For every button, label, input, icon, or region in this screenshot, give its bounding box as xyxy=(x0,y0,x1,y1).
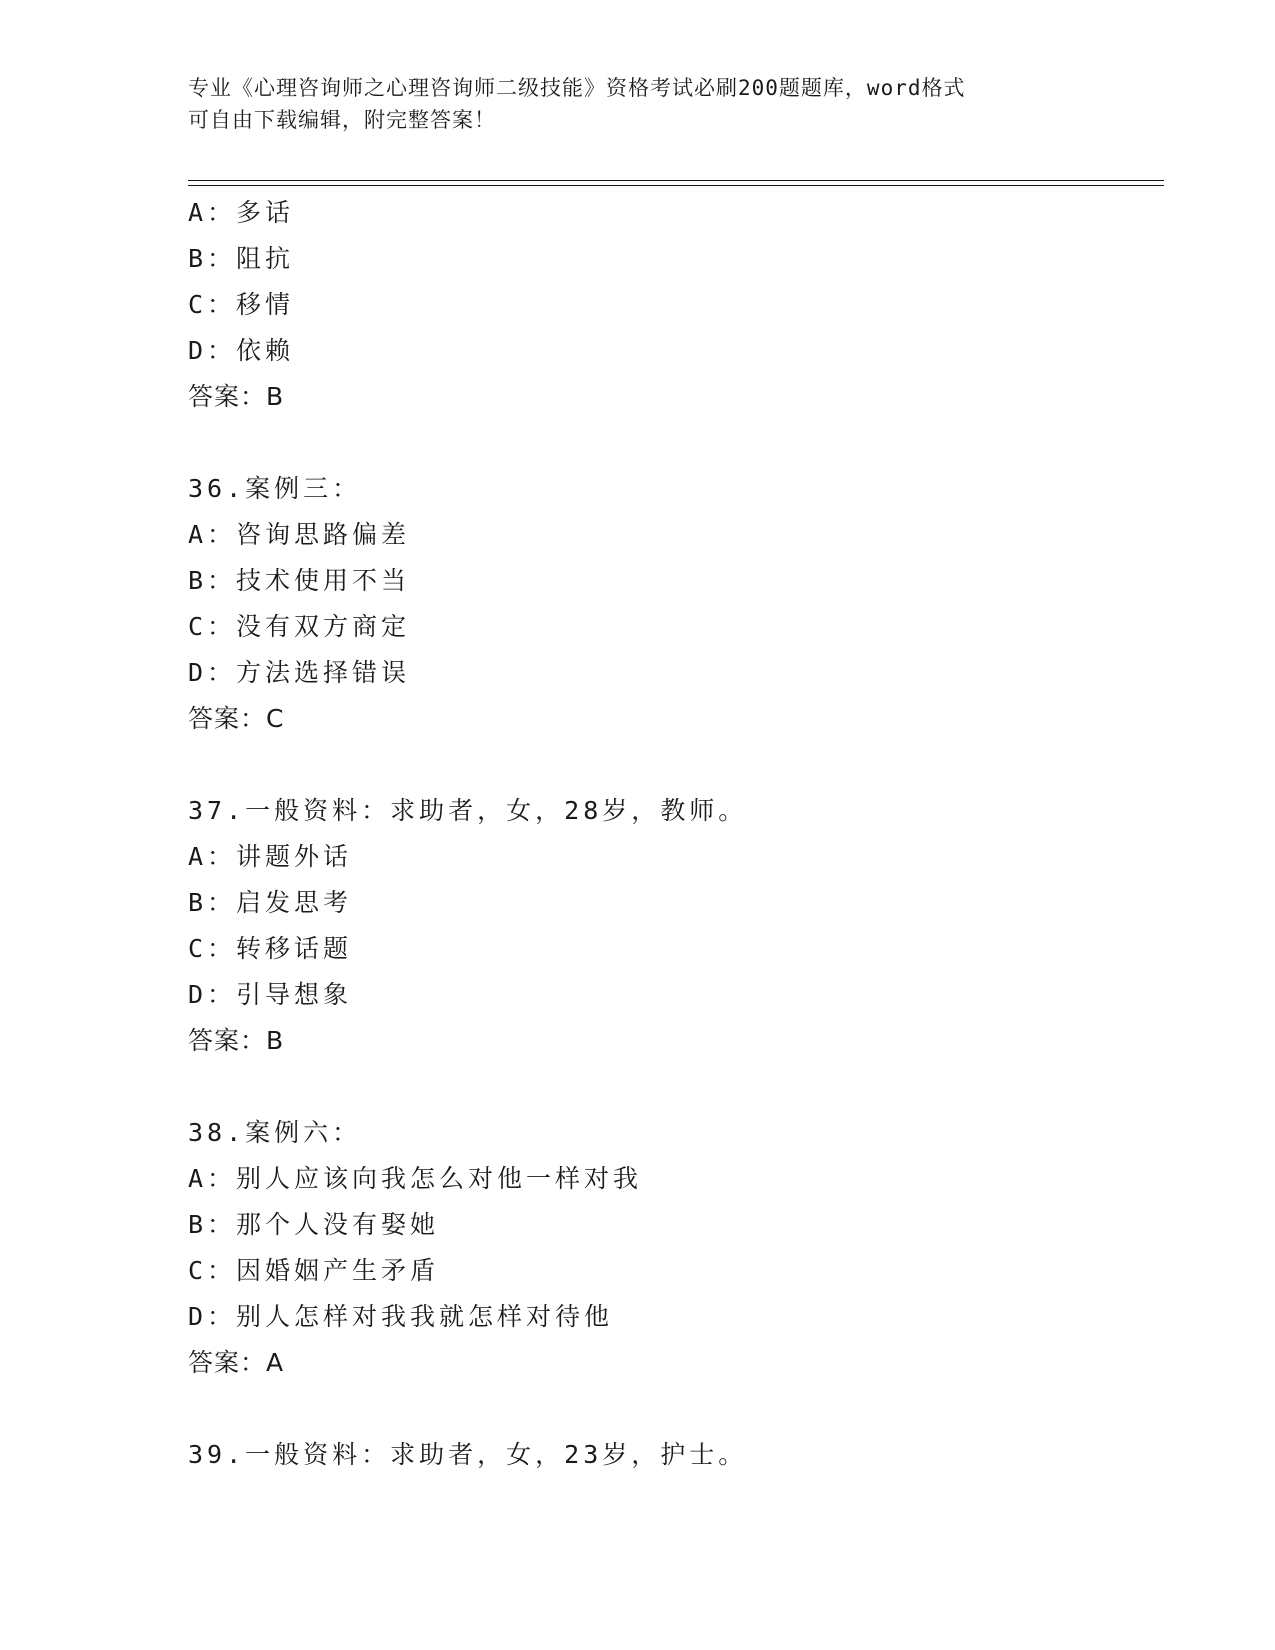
spacer xyxy=(188,1064,1168,1110)
question-stem: 36.案例三： xyxy=(188,474,362,503)
option-c: C：转移话题 xyxy=(188,934,353,963)
option-d: D：别人怎样对我我就怎样对待他 xyxy=(188,1302,614,1331)
option-c: C：没有双方商定 xyxy=(188,612,411,641)
option-d: D：引导想象 xyxy=(188,980,353,1009)
question-stem: 37.一般资料：求助者，女，28岁，教师。 xyxy=(188,796,748,825)
option-a: A：咨询思路偏差 xyxy=(188,520,411,549)
spacer xyxy=(188,742,1168,788)
option-b: B：技术使用不当 xyxy=(188,566,411,595)
question-block-37 xyxy=(188,788,1168,1064)
question-block-38 xyxy=(188,1110,1168,1386)
question-stem: 38.案例六： xyxy=(188,1118,362,1147)
option-d: D：依赖 xyxy=(188,336,295,365)
option-b: B：启发思考 xyxy=(188,888,353,917)
answer-line: 答案：C xyxy=(188,704,285,733)
option-a: A：多话 xyxy=(188,198,295,227)
answer-line: 答案：A xyxy=(188,1348,285,1377)
header-title-line-1: 专业《心理咨询师之心理咨询师二级技能》资格考试必刷200题题库，word格式 xyxy=(188,76,966,100)
option-a: A：别人应该向我怎么对他一样对我 xyxy=(188,1164,643,1193)
header-title-line-2: 可自由下载编辑，附完整答案！ xyxy=(188,108,496,132)
option-c: C：移情 xyxy=(188,290,295,319)
header-divider-bottom xyxy=(188,185,1164,186)
spacer xyxy=(188,1386,1168,1432)
answer-line: 答案：B xyxy=(188,382,285,411)
option-a: A：讲题外话 xyxy=(188,842,353,871)
question-list xyxy=(188,190,1168,1478)
option-d: D：方法选择错误 xyxy=(188,658,411,687)
question-block-36 xyxy=(188,466,1168,742)
spacer xyxy=(188,420,1168,466)
document-header xyxy=(188,72,1088,136)
option-c: C：因婚姻产生矛盾 xyxy=(188,1256,440,1285)
option-b: B：阻抗 xyxy=(188,244,295,273)
question-stem: 39.一般资料：求助者，女，23岁，护士。 xyxy=(188,1440,748,1469)
header-divider-top xyxy=(188,180,1164,181)
answer-line: 答案：B xyxy=(188,1026,285,1055)
option-b: B：那个人没有娶她 xyxy=(188,1210,440,1239)
question-block-39 xyxy=(188,1432,1168,1478)
question-block-35 xyxy=(188,190,1168,420)
